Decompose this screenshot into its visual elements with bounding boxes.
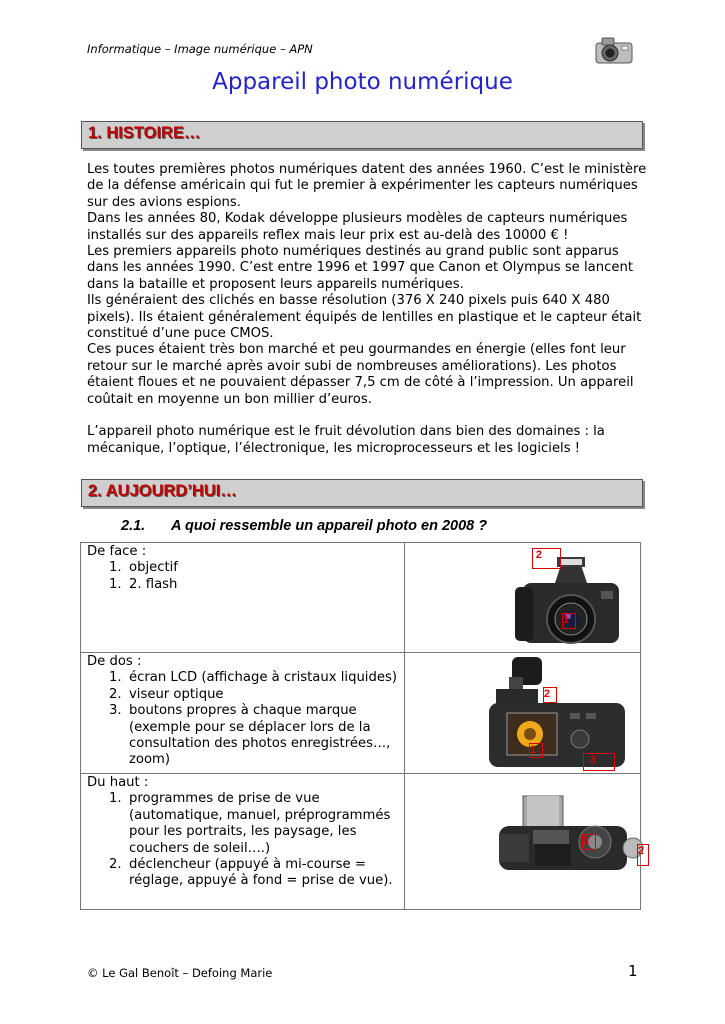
running-header: Informatique – Image numérique – APN: [87, 42, 313, 56]
table-cell: [81, 653, 405, 774]
paragraph: Ils généraient des clichés en basse résolution (376 X 240 pixels puis 640 X 480 pixels). Ils étaient généralement équipés de lentilles en plastique et le capteur était constitué d’une puce CMOS.: [87, 293, 642, 342]
history-text: [87, 162, 647, 457]
callout-buttons: 3: [583, 753, 615, 771]
table-row: [81, 543, 641, 653]
table-row: [81, 653, 641, 774]
list-item: 1. programmes de prise de vue (automatique, manuel, préprogrammés pour les portraits, les paysage, les couchers de soleil….): [109, 791, 391, 856]
top-camera-image: [404, 774, 644, 910]
feature-list: [87, 791, 398, 889]
list-item: 2. déclencheur (appuyé à mi-course = réglage, appuyé à fond = prise de vue).: [109, 857, 393, 889]
paragraph: L’appareil photo numérique est le fruit dévolution dans bien des domaines : la mécanique, l’optique, l’électronique, les microprocesseurs et les logiciels !: [87, 424, 605, 456]
camera-icon: [594, 33, 634, 67]
table-row: [81, 774, 641, 910]
list-item: 3. boutons propres à chaque marque (exemple pour se déplacer lors de la consultation des photos enregistrées…, zoom): [109, 703, 391, 768]
row-label: Du haut :: [87, 775, 149, 790]
table-cell: [81, 774, 405, 910]
paragraph: Ces puces étaient très bon marché et peu gourmandes en énergie (elles font leur retour sur le marché après avoir subi de nombreuses améliorations). Les photos étaient floues et ne pouvaient dépasser 7,5 cm de côté à l’impression. Un appareil coûtait en moyenne un bon millier d’euros.: [87, 342, 634, 407]
list-item: 1. 2. flash: [109, 576, 178, 592]
section-heading-text: 2. AUJOURD’HUI…: [88, 482, 237, 500]
callout-shutter: 2: [637, 844, 649, 866]
subsection-number: 2.1.: [121, 518, 146, 534]
subsection-text: A quoi ressemble un appareil photo en 2008 ?: [171, 518, 488, 534]
section-heading-histoire: [81, 121, 643, 149]
page-title: Appareil photo numérique: [212, 69, 513, 95]
subsection-title: [121, 518, 487, 534]
list-item: 2. viseur optique: [109, 686, 224, 702]
dslr-front-illustration: [405, 543, 649, 653]
table-cell: [81, 543, 405, 653]
front-camera-image: [404, 543, 640, 653]
camera-top-illustration: [405, 774, 649, 910]
row-label: De face :: [87, 544, 147, 559]
callout-flash: 2: [532, 548, 561, 569]
list-item: 1. objectif: [109, 560, 178, 576]
row-label: De dos :: [87, 654, 142, 669]
page-number: 1: [628, 962, 638, 980]
callout-viewfinder: 2: [543, 687, 557, 703]
callout-lens: 1: [562, 613, 576, 629]
paragraph: Les premiers appareils photo numériques destinés au grand public sont apparus dans les années 1990. C’est entre 1996 et 1997 que Canon et Olympus se lancent dans la bataille et proposent leurs appareils numériques.: [87, 244, 633, 292]
copyright-footer: © Le Gal Benoît – Defoing Marie: [87, 966, 273, 980]
paragraph: Dans les années 80, Kodak développe plusieurs modèles de capteurs numériques installés sur des appareils reflex mais leur prix est au-delà des 10000 € !: [87, 211, 628, 243]
callout-mode-dial: 1: [582, 834, 596, 850]
section-heading-aujourdhui: [81, 479, 643, 507]
feature-list: [87, 670, 398, 768]
callout-lcd: 1: [529, 743, 543, 758]
camera-views-table: [80, 542, 644, 910]
paragraph: Les toutes premières photos numériques datent des années 1960. C’est le ministère de la défense américain qui fut le premier à expérimenter les capteurs numériques sur des avions espions.: [87, 162, 647, 210]
list-item: 1. écran LCD (affichage à cristaux liquides): [109, 670, 397, 686]
section-heading-text: 1. HISTOIRE…: [88, 124, 201, 142]
back-camera-image: [404, 653, 640, 774]
feature-list: [87, 560, 398, 593]
